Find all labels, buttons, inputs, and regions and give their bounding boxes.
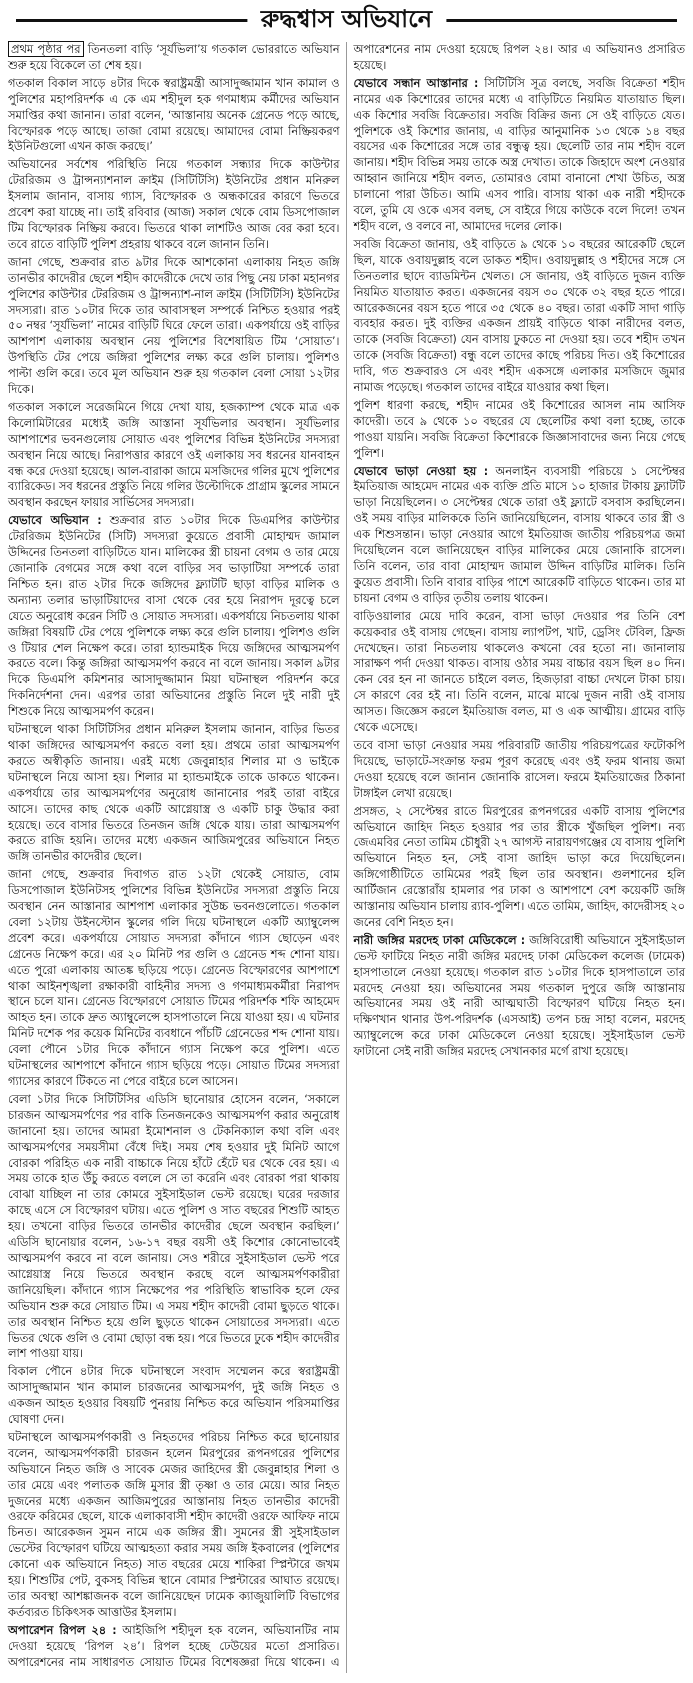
paragraph-text: সিটিটিসি সূত্র বলছে, সবজি বিক্রেতা শহীদ নামের এক কিশোরের তাদের মধ্যে এ বাড়িটিতে নিয়মিত যাতায়াত ছিল। এক কিশোর সবজি বিক্রেতার। সবজি বিক্রির জন্য সে ওই বাড়িতে যেত। পুলিশকে ওই কিশোর জানায়, এ বাড়ির আনুমানিক ১৩ থেকে ১৪ বছর বয়সের এক কিশোরের সঙ্গে তার বন্ধুত্ব হয়। ছেলেটি তার নাম শহীদ বলে জানায়। শহীদ বিভিন্ন সময় তাকে অস্ত্র দেখাত। তাকে জিহাদে অংশ নেওয়ার আহ্বান জানিয়ে শহীদ বলত, তোমারও বোমা বানানো শেখা উচিত, অস্ত্র চালানো পারা উচিত। আমি এসব পারি। বাসায় থাকা এক নারী শহীদকে বলে, তুমি যে ওকে এসব বলছ, সে বাইরে গিয়ে কাউকে বলে দিলে! তখন শহীদ বলে, ও বলবে না, আমাদের দলের লোক। [353, 75, 685, 233]
paragraph-text: ঘটনাস্থলে আত্মসমর্পণকারী ও নিহতদের পরিচয় নিশ্চিত করে ছানোয়ার বলেন, আত্মসমর্পণকারী চারজন হলেন মিরপুরের রূপনগরের পুলিশের অভিযানে নিহত জঙ্গি ও সাবেক মেজর জাহিদের স্ত্রী জেবুন্নাহার শিলা ও তার মেয়ে এবং পলাতক জঙ্গি মুসার স্ত্রী তৃষ্ণা ও তার মেয়ে। আর নিহত দুজনের মধ্যে একজন আজিমপুরের আস্তানায় নিহত তানভীর কাদেরী ওরফে করিমের ছেলে, যাকে এলাকাবাসী শহীদ কাদেরী ওরফে আফিফ নামে চিনত। আরেকজন সুমন নামে এক জঙ্গির স্ত্রী। সুমনের স্ত্রী সুইসাইডাল ভেস্টের বিস্ফোরণ ঘটিয়ে আত্মহত্যা করার সময় জঙ্গি ইকবালের (পুলিশের কোনো এক অভিযানে নিহত) সাত বছরের মেয়ে শাকিরা স্প্লিন্টারে জখম হয়। শিশুটির পেট, বুকসহ বিভিন্ন স্থানে বোমার স্প্লিন্টারের আঘাত রয়েছে। তার অবস্থা আশঙ্কাজনক বলে জানিয়েছেন ঢামেক ক্যাজুয়ালিটি বিভাগের কর্তব্যরত চিকিৎসক আত্তাউর ইসলাম। [8, 1429, 340, 1619]
paragraph-text: ঘটনাস্থলে থাকা সিটিটিসির প্রধান মনিরুল ইসলাম জানান, বাড়ির ভিতর থাকা জঙ্গিদের আত্মসমর্পণ করতে বলা হয়। প্রথমে তারা আত্মসমর্পণ করতে অস্বীকৃতি জানায়। এরই মধ্যে জেবুন্নাহার শিলার মা ও ভাইকে ঘটনাস্থলে নিয়ে আসা হয়। শিলার মা হ্যান্ডমাইকে তাকে ডাকতে থাকেন। একপর্যায়ে তার আত্মসমর্পণের অনুরোধ জানানোর পরই তারা বাইরে আসে। তাদের কাছ থেকে একটি আগ্নেয়াস্ত্র ও একটি চাকু উদ্ধার করা হয়েছে। তবে বাসার ভিতরে তিনজন জঙ্গি থেকে যায়। তারা আত্মসমর্পণ করতে রাজি হয়নি। তাদের মধ্যে একজন আজিমপুরের অভিযানে নিহত জঙ্গি তানভীর কাদেরীর ছেলে। [8, 722, 340, 864]
article-paragraph [354, 933, 686, 1060]
article-header [8, 0, 685, 40]
paragraph-text: তবে বাসা ভাড়া নেওয়ার সময় পরিবারটি জাতীয় পরিচয়পত্রের ফটোকপি দিয়েছে, ভাড়াটে-সংক্রান্ত ফরম পূরণ করেছে এবং ওই ফরম থানায় জমা দেওয়া হয়েছে বলে জানান জোনাকি রাসেল। ফরমে ইমতিয়াজের ঠিকানা টাঙ্গাইল লেখা রয়েছে। [353, 737, 685, 800]
paragraph-text: অভিযানের সর্বশেষ পরিস্থিতি নিয়ে গতকাল সন্ধ্যার দিকে কাউন্টার টেররিজম ও ট্রান্সন্যাশনাল ক্রাইম (সিটিটিসি) ইউনিটের প্রধান মনিরুল ইসলাম জানান, বাসায় গ্যাস, বিস্ফোরক ও অন্ধকারের কারণে ভিতরে প্রবেশ করা যাচ্ছে না। তাই রবিবার (আজ) সকাল থেকে বোম ডিসপোজাল টিম বিস্ফোরক নিষ্ক্রিয় করবে। ভিতরে থাকা লাশটিও আজ বের করা হবে। তবে রাতে বাড়িটি পুলিশ প্রহরায় থাকবে বলে জানান তিনি। [8, 157, 340, 251]
paragraph-text: তিনতলা বাড়ি ‘সূর্যভিলা’য় গতকাল ভোররাতে অভিযান শুরু হয়ে বিকেলে তা শেষ হয়। [8, 42, 340, 72]
section-subheading: যেভাবে অভিযান : [8, 513, 102, 528]
article-paragraph [354, 804, 686, 931]
article-paragraph [8, 157, 340, 252]
article-paragraph [8, 722, 340, 865]
article-paragraph [8, 42, 340, 74]
article-paragraph [354, 398, 686, 462]
paragraph-text: শুক্রবার রাত ১০টার দিকে ডিএমপির কাউন্টার টেররিজম ইউনিটের (সিটি) সদস্যরা কুয়েতে প্রবাসী মোহাম্মদ জামাল উদ্দিনের তিনতলা বাড়িটিতে যান। মালিকের স্ত্রী চায়না বেগম ও তার মেয়ে জোনাকি বেগমের সঙ্গে কথা বলে বাড়ির সব ভাড়াটিয়া সম্পর্কে তারা নিশ্চিত হন। রাত ২টার দিকে জঙ্গিদের ফ্ল্যাটটি ছাড়া বাড়ির মালিক ও অন্যান্য তলার ভাড়াটিয়াদের বাসা থেকে বের হয়ে নিরাপদ দূরত্বে চলে যেতে অনুরোধ করেন সিটি ও সোয়াত সদস্যরা। একপর্যায়ে নিচতলায় থাকা জঙ্গিরা বিষয়টি টের পেয়ে পুলিশকে লক্ষ্য করে গুলি চালায়। পুলিশও গুলি ও টিয়ার শেল নিক্ষেপ করে। তারা হ্যান্ডমাইক দিয়ে জঙ্গিদের আত্মসমর্পণ করতে বলে। কিন্তু জঙ্গিরা আত্মসমর্পণ করবে না বলে জানায়। সকাল ৯টার দিকে ডিএমপি কমিশনার আসাদুজ্জামান মিয়া ঘটনাস্থল পরিদর্শন করে দিকনির্দেশনা দেন। এরপর তারা অভিযানের প্রস্তুতি নিলে দুই নারী দুই শিশুকে নিয়ে আত্মসমর্পণ করেন। [8, 513, 340, 719]
paragraph-text: জানা গেছে, শুক্রবার রাত ৯টার দিকে আশকোনা এলাকায় নিহত জঙ্গি তানভীর কাদেরীর ছেলে শহীদ কাদেরীকে দেখে তার পিছু নেয় ঢাকা মহানগর পুলিশের কাউন্টার টেররিজম ও ট্রান্সন্যাশ-নাল ক্রাইম (সিটিটিসি) ইউনিটের সদস্যরা। রাত ১০টার দিকে তার আবাসস্থল সম্পর্কে নিশ্চিত হওয়ার পরই ৫০ নম্বর ‘সূর্যভিলা’ নামের বাড়িটি ঘিরে ফেলে তারা। একপর্যায়ে ওই বাড়ির আশপাশ এলাকায় অবস্থান নেয় পুলিশের বিশেষায়িত টিম ‘সোয়াত’। উপস্থিতি টের পেয়ে জঙ্গিরা পুলিশের লক্ষ্য করে গুলি চালায়। পুলিশও পাল্টা গুলি করে। তবে মূল অভিযান শুরু হয় গতকাল বেলা সোয়া ১২টার দিকে। [8, 254, 340, 397]
paragraph-text: বিকাল পৌনে ৪টার দিকে ঘটনাস্থলে সংবাদ সম্মেলন করে স্বরাষ্ট্রমন্ত্রী আসাদুজ্জামান খান কামাল চারজনের আত্মসমর্পণ, দুই জঙ্গি নিহত ও একজন আহত হওয়ার বিষয়টি পুনরায় নিশ্চিত করে অভিযান পরিসমাপ্তির ঘোষণা দেন। [8, 1364, 340, 1427]
paragraph-text: পুলিশ ধারণা করছে, শহীদ নামের ওই কিশোরের আসল নাম আসিফ কাদেরী। তবে ৯ থেকে ১০ বছরের যে ছেলেটির কথা বলা হচ্ছে, তাকে পাওয়া যায়নি। সবজি বিক্রেতা কিশোরকে জিজ্ঞাসাবাদের জন্য নিয়ে গেছে পুলিশ। [353, 397, 685, 460]
paragraph-text: আইজিপি শহীদুল হক বলেন, অভিযানটির নাম দেওয়া হয়েছে ‘রিপল ২৪’। রিপল হচ্ছে ঢেউয়ের মতো প্রসারিত। অপারেশনের নাম সাধারণত সোয়াত টিমের বিশেষজ্ঞরা দিয়ে থাকেন। এ অপারেশনের নাম দেওয়া হয়েছে রিপল ২৪। আর এ অভিযানও প্রসারিত হয়েছে। [8, 42, 685, 1669]
article-paragraph [8, 1092, 340, 1362]
article-paragraph [354, 738, 686, 802]
article-title: রুদ্ধশ্বাস অভিযানে [247, 2, 446, 36]
continued-from-label: প্রথম পৃষ্ঠার পর [8, 41, 84, 57]
article-paragraph [354, 76, 686, 235]
paragraph-text: প্রসঙ্গত, ২ সেপ্টেম্বর রাতে মিরপুরের রূপনগরের একটি বাসায় পুলিশের অভিযানে জাহিদ নিহত হওয়ার পর তার স্ত্রীকে খুঁজছিল পুলিশ। নব্য জেএমবির নেতা তামিম চৌধুরী ২৭ আগস্ট নারায়ণগঞ্জের যে বাসায় পুলিশি অভিযানে নিহত হন, সেই বাসা জাহিদ ভাড়া করে দিয়েছিলেন। জঙ্গিগোষ্ঠীটিতে তামিমের পরই ছিল তার অবস্থান। গুলশানের হলি আর্টিজান রেস্তোরাঁয় হামলার পর ঢাকা ও আশপাশে বেশ কয়েকটি জঙ্গি আস্তানায় অভিযান চালায় র‌্যাব-পুলিশ। এতে তামিম, জাহিদ, কাদেরীসহ ২০ জনের বেশি নিহত হন। [353, 803, 686, 929]
article-paragraph [8, 1364, 340, 1428]
paragraph-text: সবজি বিক্রেতা জানায়, ওই বাড়িতে ৯ থেকে ১০ বছরের আরেকটি ছেলে ছিল, যাকে ওবায়দুল্লাহ বলে ডাকত শহীদ। ওবায়দুল্লাহ ও শহীদের সঙ্গে সে তিনতলার ছাদে ব্যাডমিন্টন খেলত। সে জানায়, ওই বাড়িতে দুজন ব্যক্তি নিয়মিত যাতায়াত করত। একজনের বয়স ৩০ থেকে ৩২ বছর হতে পারে। আরেকজনের বয়স হতে পারে ৩৫ থেকে ৪০ বছর। তারা একটি সাদা গাড়ি ব্যবহার করত। দুই ব্যক্তির একজন প্রায়ই বাড়িতে থাকা নারীদের বলত, তাকে (সবজি বিক্রেতা) যেন বাসায় ঢুকতে না দেওয়া হয়। তবে শহীদ তখন তাকে (সবজি বিক্রেতা) বন্ধু বলে তাদের কাছে পরিচয় দিত। ওই কিশোরের দাবি, গত শুক্রবারও সে এবং শহীদ একসঙ্গে এলাকার মসজিদে জুমার নামাজ পড়েছে। গতকাল তাদের বাইরে যাওয়ার কথা ছিল। [353, 236, 685, 395]
section-subheading: অপারেশন রিপল ২৪ : [8, 1622, 117, 1637]
section-subheading: যেভাবে ভাড়া নেওয়া হয় : [353, 463, 488, 478]
article-paragraph [8, 400, 340, 511]
paragraph-text: বাড়িওয়ালার মেয়ে দাবি করেন, বাসা ভাড়া দেওয়ার পর তিনি বেশ কয়েকবার ওই বাসায় গেছেন। বাসায় ল্যাপটপ, খাট, ড্রেসিং টেবিল, ফ্রিজ দেখেছেন। তারা নিচতলায় থাকলেও কখনো বের হতো না। জানালায় সারাক্ষণ পর্দা দেওয়া থাকত। বাসায় ওঠার সময় বাচ্চার বয়স ছিল ৪০ দিন। কেন বের হন না জানতে চাইলে বলত, হিজড়ারা বাচ্চা দেখলে টাকা চায়। সে কারণে বের হই না। তিনি বলেন, মাঝে মাঝে দুজন নারী ওই বাসায় আসত। জিজ্ঞেস করলে ইমতিয়াজ বলত, মা ও এক আত্মীয়। গ্রামের বাড়ি থেকে এসেছে। [353, 608, 685, 735]
section-subheading: নারী জঙ্গির মরদেহ ঢাকা মেডিকেলে : [353, 932, 525, 947]
paragraph-text: গতকাল বিকাল সাড়ে ৪টার দিকে স্বরাষ্ট্রমন্ত্রী আসাদুজ্জামান খান কামাল ও পুলিশের মহাপরিদর্শক এ কে এম শহীদুল হক গণমাধ্যম কর্মীদের অভিযান সমাপ্তির কথা জানান। তারা বলেন, ‘আস্তানায় অনেক গ্রেনেড পড়ে আছে, বিস্ফোরক পড়ে আছে। তাজা বোমা রয়েছে। আমাদের বোমা নিষ্ক্রিয়করণ ইউনিটগুলো এখন কাজ করছে।’ [8, 75, 340, 154]
article-body [8, 42, 685, 1673]
article-paragraph [8, 1430, 340, 1621]
paragraph-text: অনলাইন ব্যবসায়ী পরিচয়ে ১ সেপ্টেম্বর ইমতিয়াজ আহমেদ নামের এক ব্যক্তি প্রতি মাসে ১০ হাজার টাকায় ফ্ল্যাটটি ভাড়া নিয়েছিলেন। ৩ সেপ্টেম্বর থেকে তারা ওই ফ্ল্যাটে বসবাস করছিলেন। ওই সময় বাড়ির মালিককে তিনি জানিয়েছিলেন, বাসায় থাকবে তার স্ত্রী ও এক শিশুসন্তান। ভাড়া নেওয়ার আগে ইমতিয়াজ জাতীয় পরিচয়পত্র জমা দিয়েছিলেন বলে জানিয়েছেন বাড়ির মালিকের মেয়ে জোনাকি রাসেল। তিনি বলেন, তার বাবা মোহাম্মদ জামাল উদ্দিন বাড়িটির মালিক। তিনি কুয়েত প্রবাসী। তিনি বাবার বাড়ির পাশে আরেকটি বাড়িতে থাকেন। তার মা চায়না বেগম ও বাড়ির তৃতীয় তলায় থাকেন। [353, 463, 685, 605]
paragraph-text: জানা গেছে, শুক্রবার দিবাগত রাত ১২টা থেকেই সোয়াত, বোম ডিসপোজাল ইউনিটসহ পুলিশের বিভিন্ন ইউনিটের সদস্যরা প্রস্তুতি নিয়ে অবস্থান নেন আস্তানার আশপাশ এলাকার সুউচ্চ ভবনগুলোতে। গতকাল বেলা ১২টায় উইনস্টোন স্কুলের গলি দিয়ে ঘটনাস্থলে একটি অ্যাম্বুলেন্স প্রবেশ করে। একপর্যায়ে সোয়াত সদস্যরা কাঁদানে গ্যাস ছোড়েন এবং গ্রেনেড নিক্ষেপ করে। এর ২০ মিনিট পর গুলি ও গ্রেনেড শব্দ শোনা যায়। এতে পুরো এলাকায় আতঙ্ক ছড়িয়ে পড়ে। গ্রেনেড বিস্ফোরণের আশপাশে থাকা আইনশৃঙ্খলা রক্ষাকারী বাহিনীর সদস্য ও গণমাধ্যমকর্মীরা নিরাপদ স্থানে চলে যান। গ্রেনেড বিস্ফোরণে সোয়াত টিমের পরিদর্শক শফি আহমেদ আহত হন। তাকে দ্রুত অ্যাম্বুলেন্সে হাসপাতালে নিয়ে যাওয়া হয়। এ ঘটনার মিনিট দশেক পর কয়েক মিনিটের ব্যবধানে পাঁচটি গ্রেনেডের শব্দ শোনা যায়। বেলা পৌনে ১টার দিকে কাঁদানে গ্যাস নিক্ষেপ করে পুলিশ। এতে ঘটনাস্থলের আশপাশে কাঁদানে গ্যাস ছড়িয়ে পড়ে। সোয়াত টিমের সদস্যরা গ্যাসের কারণে টিকতে না পেরে বাইরে চলে আসেন। [8, 867, 340, 1088]
article-paragraph [8, 76, 340, 156]
paragraph-text: গতকাল সকালে সরেজমিনে গিয়ে দেখা যায়, হজক্যাম্প থেকে মাত্র এক কিলোমিটারের মধ্যেই জঙ্গি আস্তানা সূর্যভিলার অবস্থান। সূর্যভিলার আশপাশের ভবনগুলোয় সোয়াত এবং পুলিশের বিভিন্ন ইউনিটের সদস্যরা অবস্থান নিয়ে আছে। নিরাপত্তার কারণে ওই এলাকায় সব ধরনের যানবাহন বন্ধ করে দেওয়া হয়েছে। আল-বারাকা জামে মসজিদের গলির মুখে পুলিশের ব্যারিকেড। সব ধরনের প্রস্তুতি নিয়ে গলির উল্টোদিকে প্রাগ্রাম স্কুলের সামনে অবস্থান করছেন ফায়ার সার্ভিসের সদস্যরা। [8, 399, 340, 510]
paragraph-text: জঙ্গিবিরোধী অভিযানে সুইসাইডাল ভেস্ট ফাটিয়ে নিহত নারী জঙ্গির মরদেহ ঢাকা মেডিকেল কলেজ (ঢামেক) হাসপাতালে নেওয়া হয়েছে। গতকাল রাত ১০টার দিকে হাসপাতালে তার মরদেহ নেওয়া হয়। অভিযানের সময় গতকাল দুপুরে জঙ্গি আস্তানায় অভিযানের সময় ওই নারী আত্মঘাতী বিস্ফোরণ ঘটিয়ে নিহত হন। দক্ষিণখান থানার উপ-পরিদর্শক (এসআই) তপন চন্দ্র সাহা বলেন, মরদেহ অ্যাম্বুলেন্সে করে ঢাকা মেডিকেলে নেওয়া হয়েছে। সুইসাইডাল ভেস্ট ফাটানো সেই নারী জঙ্গির মরদেহ সেখানকার মর্গে রাখা হয়েছে। [353, 932, 685, 1059]
article-paragraph [354, 464, 686, 607]
article-paragraph [354, 237, 686, 396]
article-paragraph [8, 255, 340, 398]
section-subheading: যেভাবে সন্ধান আস্তানার : [353, 75, 479, 90]
paragraph-text: বেলা ১টার দিকে সিটিটিসির এডিসি ছানোয়ার হোসেন বলেন, ‘সকালে চারজন আত্মসমর্পণের পর বাকি তিনজনকেও আত্মসমর্পণ করার অনুরোধ জানানো হয়। তাদের আমরা ইমোশনাল ও টেকনিক্যাল কথা বলি এবং আত্মসমর্পণের সময়সীমা বেঁধে দিই। সময় শেষ হওয়ার দুই মিনিট আগে বোরকা পরিহিত এক নারী বাচ্চাকে নিয়ে হাঁটে হেঁটে ঘর থেকে বের হয়। এ সময় তাকে হাত উঁচু করতে বললে সে তা করেনি এবং বোরকা পরা থাকায় বোঝা যাচ্ছিল না তার কোমরে সুইসাইডাল ভেস্ট রয়েছে। ঘরের দরজার কাছে এসে সে বিস্ফোরণ ঘটায়। এতে পুলিশ ও সাত বছরের শিশুটি আহত হয়। তখনো বাড়ির ভিতরে তানভীর কাদেরীর ছেলে অবস্থান করছিল।’ এডিসি ছানোয়ার বলেন, ১৬-১৭ বছর বয়সী ওই কিশোর কোনোভাবেই আত্মসমর্পণ করবে না বলে জানায়। সেও শরীরে সুইসাইডাল ভেস্ট পরে আগ্নেয়াস্ত্র নিয়ে ভিতরে অবস্থান করছে বলে আত্মসমর্পণকারীরা জানিয়েছিল। কাঁদানে গ্যাস নিক্ষেপের পর পরিস্থিতি স্বাভাবিক হলে ফের অভিযান শুরু করে সোয়াত টিম। এ সময় শহীদ কাদেরী বোমা ছুড়তে থাকে। তার অবস্থান নিশ্চিত হয়ে গুলি ছুড়তে থাকেন সোয়াতের সদস্যরা। এতে ভিতর থেকে গুলি ও বোমা ছোড়া বন্ধ হয়। পরে ভিতরে ঢুকে শহীদ কাদেরীর লাশ পাওয়া যায়। [8, 1091, 340, 1361]
article-paragraph [8, 867, 340, 1090]
article-paragraph [8, 513, 340, 720]
article-paragraph [354, 609, 686, 736]
